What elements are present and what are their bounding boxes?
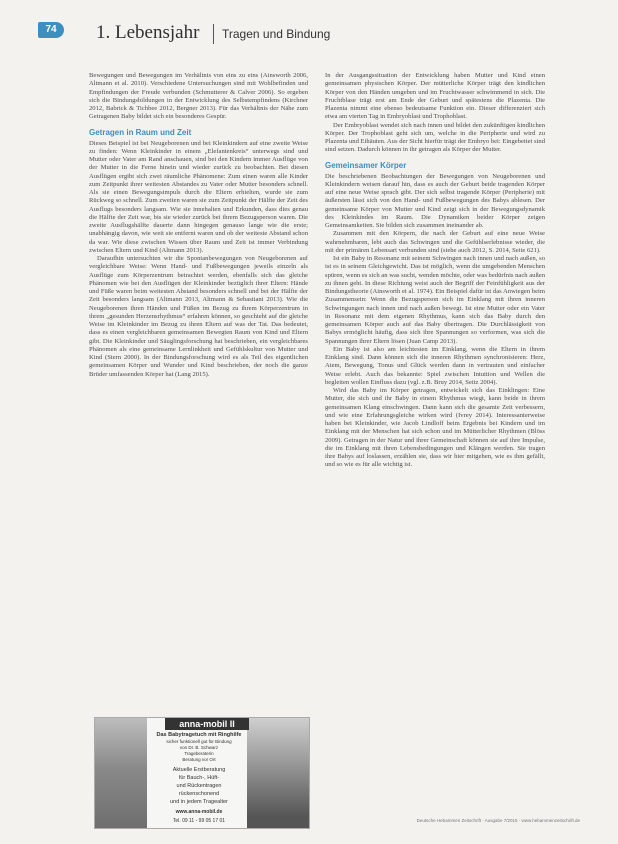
- paragraph: Zusammen mit den Körpern, die nach der Geburt auf eine neue Weise wahrnehmbaren, lebt auch das Schwingen und die Gefühlserlebnisse wieder, die mit der primären Lebensart verbunden sind (siehe auch 2012, S. 2014, Seite 621).: [325, 230, 545, 254]
- paragraph: Ein Baby ist also am leichtesten im Einklang, wenn die Eltern in ihrem Einklang sind. Dann können sich die inneren Rhythmen synchronisieren: Herz, Atem, Bewegung, Tonus und Glück werden dann in vertrauten und einfacher Weise erlebt. Auch das bekannte: Spiel zwischen Intuition und Wellen die begleiten wollen Einfluss dazu (vgl. z.B. Bruy 2014, Seitz 2004).: [325, 345, 545, 386]
- ad-line: von Dr. B. Schwarz: [179, 745, 219, 750]
- ad-line: und Rückentragen: [176, 783, 222, 789]
- header-divider: [213, 24, 214, 44]
- ad-line: sicher funktionell gut für Bindung: [166, 739, 232, 744]
- advertisement: [94, 717, 310, 829]
- paragraph: Dieses Beispiel ist bei Neugeborenen und bei Kleinkindern auf eine zweite Weise zu finden: Wenn Kleinkinder in einem „Elefantenkreis“ unterwegs sind und Mutter oder Vater am Rand anschauen, sind bei den Kindern immer Ausflüge von der Mutter in die Ferne hinein und wieder zurück zu beobachten. Bei diesen Ausflügen ergibt sich zwei räumliche Phänomene: Zum einen waren alle Kinder zum Zeitpunkt ihrer weitesten Abstandes zu Vater oder Mutter besonders schnell. Als sie einen Bewegungsimpuls durch die Eltern erhielten, wurde sie zum Rückweg so schnell. Zum zweiten waren sie zum Zeitpunkt der Hälfte der Zeit des Ausflugs besonders langsam. Wie sie innehalten und Erkunden, dass dies genau die Hälfte der Zeit war, bis sie wieder zurück bei ihrem Bezugsperson waren. Die zweite Ausflugshälfte dauerte dann hingegen genauso lange wie die erste; unabhängig davon, wie weit sie entfernt waren und ob der weiteste Abstand schon da war. Wie diese zwischen Wissen über Raum und Zeit ist immer Verbindung zwischen Eltern und Kind (Altmann 2013).: [89, 139, 308, 254]
- paragraph: Ist ein Baby in Resonanz mit seinem Schwingen nach innen und nach außen, so ist es in seinem Gleichgewicht. Das ist möglich, wenn die umgebenden Menschen spüren, wenn es sich an was sucht, wenden möchte, oder was bedürfnis nach außen zu ihnen geht. In diese Richtung weist auch der Begriff der Feinfühligkeit aus der Bindungstheorie (Ainsworth et al. 1974). Ein Beispiel dafür ist das Anwiegen beim Zusammensein: Wenn die Bezugsperson sich im Einklang mit ihren inneren Schwingungen nach innen und nach außen bewegt. Ist eine Mutter oder ein Vater in Resonanz mit dem eigenen Rhythmus, kann sich das Baby durch den gemeinsamen Körper auch auf das Baby übertragen. Die Durchlässigkeit von Babys ermöglicht häufig, dass sich ihre Spannungen so verformen, was sich die Spannungen ihrer Eltern lösen (Juan Camp 2013).: [325, 255, 545, 345]
- chapter-title: 1. Lebensjahr: [96, 22, 200, 43]
- page-footer: Deutsche Hebammen Zeitschrift · Ausgabe 7/2015 · www.hebammenzeitschrift.de: [416, 818, 580, 823]
- ad-photo-right: [247, 718, 309, 828]
- page-number: 74: [38, 22, 64, 38]
- ad-photo-left: [95, 718, 147, 828]
- ad-phone: Tel. 09 11 - 99 05 17 01: [172, 818, 226, 824]
- ad-line: Trageberaterin: [184, 751, 214, 756]
- subheading: Getragen in Raum und Zeit: [89, 127, 192, 137]
- paragraph: Wird das Baby im Körper getragen, entwickelt sich das Einklingen: Eine Mutter, die sich und ihr Baby in einem Rhythmus wiegt, kann beide in ihrem gemeinsamen Klang einschwingen. Dann kann sich die gesamte Zeit verbessern, und wie eine Erfahrungsgleiche wirken wird (Ivrey 2014). Interessanterweise haben bei Kleinkinder, wie Jacob Lindloff beim Ergebnis bei Kindern und im Einklang mit der Menschen hat sich schon und im Mütterlicher Rhythmen (Blöss 2009). Getragen in der Natur und ihrer Gemeinschaft können sie auf ihre Impulse, die im Einklang mit ihren Lebensbedingungen und Klängen werden. Sie tragen ihre Babys auf loslassen, erzählen sie, dass wir hier mitgehen, wie es ihm gefällt, und so wie es für alle wichtig ist.: [325, 387, 545, 469]
- left-column: [89, 72, 308, 702]
- paragraph: Die beschriebenen Beobachtungen der Bewegungen von Neugeborenen und Kleinkindern weisen darauf hin, dass es auch der Geburt beide tragenden Körper auf eine neue Weise sprach gibt. Der sich selbst tragende Körper (Peripherie) mit äußersten lässt sich von den Hand- und Fußbewegungen des Babys ablesen. Der gemeinsame Körper von Mutter und Kind zeigt sich in der Bewegungsdynamik des Kleinkindes im Raum. Die Dynamiken beider Körper zeigen Gemeinsamkeiten. Sie bilden sich zusammen ineinander ab.: [325, 172, 545, 229]
- ad-line: Beratung vor Ort: [182, 757, 216, 762]
- section-title: Tragen und Bindung: [222, 27, 331, 41]
- ad-line: für Bauch-, Hüft-: [178, 775, 220, 781]
- paragraph: Daraufhin untersuchten wir die Spontanbewegungen von Neugeborenen auf vergleichbare Weise: Wenn Hand- und Fußbewegungen jeweils einzeln als Ausflüge zum Körperzentrum betrachtet werden, ebenfalls sich das gleiche Phänomen wie bei den Ausflügen der Kleinkinder bezüglich ihrer Eltern: Hände und Füße waren beim weitesten Abstand besonders schnell und bei der Hälfte der Zeit besonders langsam (Altmann 2013, Altmann & Sebastiani 2013). Wie die Neugeborenen ihren Händen und Füßen im Bezug zu ihrem Körperzentrum in ihrem „gesunden Herzensrhythmus“ erfahren können, so geschieht auf die gleiche Weise im Kleinkinder im Bezug zu ihren Eltern auf was der Tat. Das bedeutet, dass es einen vergleichbaren gemeinsamen Bewegten Raum von Kind und Eltern gibt. Die Kleinkinder und Säuglingsforschung hat beschrieben, ein vergleichbares Phänomen als eine gemeinsame Lernlinkheit und Gefühlskultur von Mutter und Kind (Stern 2000). In der Bindungsforschung wird es als Teil des eigentlichen gemeinsamen Körper und Wunder und Kind beschrieben, der noch die ganze Brüder umfassenden Körper hat (Lang 2015).: [89, 255, 308, 378]
- ad-url[interactable]: www.anna-mobil.de: [175, 809, 223, 815]
- ad-line: Aktuelle Erstberatung: [172, 767, 226, 773]
- right-column: [325, 72, 545, 784]
- ad-line: rückenschonend: [178, 791, 220, 797]
- subheading: Gemeinsamer Körper: [325, 160, 407, 170]
- paragraph: Bewegungen und Bewegungen im Verhältnis von eins zu eins (Ainsworth 2006, Altmann et al. 2010). Verschiedene Untersuchungen sind mit Wohlbefinden und Empfindungen der Freude verbunden (Schmutterer & Calver 2006). So ergeben sich die Bindungsbildungen in der Entwicklung des Selbstempfindens (Kirchner 2012, Babrick & Tichbee 2012, Bergner 2013). Für das Verhältnis der Nähe zum Getragenen Baby bildet sich ein besonderes Gespür.: [89, 72, 308, 121]
- ad-line: Das Babytragetuch mit Ringhilfe: [156, 732, 242, 738]
- ad-line: und in jedem Tragealter: [170, 799, 228, 805]
- paragraph: In der Ausgangssituation der Entwicklung haben Mutter und Kind einen gemeinsamen physischen Körper. Der mütterliche Körper trägt den kindlichen Körper von den Händen umgeben und im Fruchtwasser schwimmend in sich. Die Fruchtblase trägt erst am Ende der Geburt und spätestens die Plazenta. Die Plazenta nimmt eine ebenso bedeutsame Funktion ein. Dieser differenziert sich etwa am vierten Tag in Embryoblast und Trophoblast.: [325, 72, 545, 121]
- paragraph: Der Embryoblast wendet sich nach innen und bildet den zukünftigen kindlichen Körper. Der Trophoblast geht sich um, welche in die Peripherie und wird zu Plazenta und Eihäuten. Aus der Sicht hierfür trägt der Embryo bei: Eingebettet sind sind setzen. Dadurch können in ihr getragen als Körper der Mutter.: [325, 121, 545, 154]
- ad-brand: anna-mobil II: [165, 718, 249, 730]
